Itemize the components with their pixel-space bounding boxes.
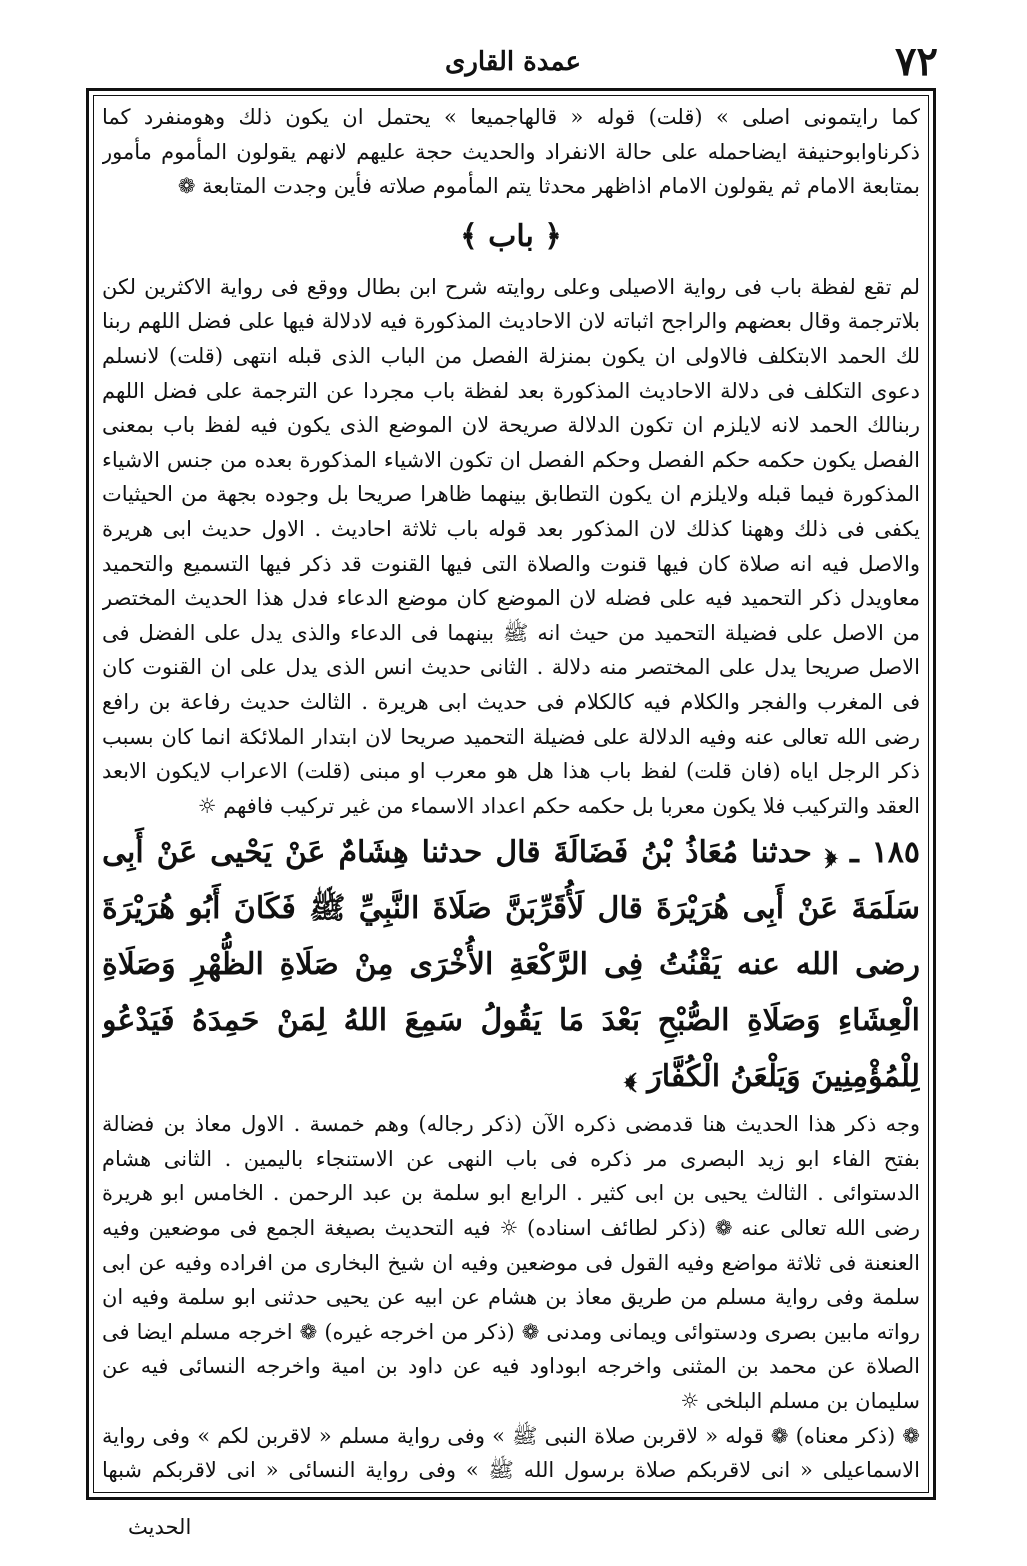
catchword: الحديث [128,1515,192,1539]
running-title: عمدة القارى [445,47,581,77]
commentary-paragraph-3: وجه ذكر هذا الحديث هنا قدمضى ذكره الآن (ذكر رجاله) وهم خمسة . الاول معاذ بن فضالة بفتح الفاء ابو زيد البصرى مر ذكره فى باب النهى عن الاستنجاء باليمين . الثانى هشام الدستوائى . الثالث يحيى بن ابى كثير . الرابع ابو سلمة بن عبد الرحمن . الخامس ابو هريرة رضى الله تعالى عنه ❁ (ذكر لطائف اسناده) ☼ فيه التحديث بصيغة الجمع فى موضعين وفيه العنعنة فى ثلاثة مواضع وفيه القول فى موضعين وفيه ان شيخ البخارى من افراده وفيه عن ابى سلمة وفى رواية مسلم من طريق معاذ بن هشام عن ابيه عن يحيى حدثنى ابو سلمة وفيه ان رواته مابين بصرى ودستوائى ويمانى ومدنى ❁ (ذكر من اخرجه غيره) ❁ اخرجه مسلم ايضا فى الصلاة عن محمد بن المثنى واخرجه ابوداود فيه عن داود بن امية واخرجه النسائى فيه عن سليمان بن مسلم البلخى ☼ [102,1112,920,1414]
commentary-paragraph-1: كما رايتمونى اصلى » (قلت) قوله « قالهاجميعا » يحتمل ان يكون ذلك وهومنفرد كما ذكرناوابوحنيفة ايضاحمله على حالة الانفراد والحديث حجة عليهم لانهم يقولون المأموم مأمور بمتابعة الامام ثم يقولون الامام اذاظهر محدثا يتم المأموم صلاته فأين وجدت المتابعة ❁ [102,105,920,199]
page-body [102,100,920,1490]
commentary-paragraph-4: ❁ (ذكر معناه) ❁ قوله « لاقربن صلاة النبى ﷺ » وفى رواية مسلم « لاقربن لكم » وفى رواية الاسماعيلى « انى لاقربكم صلاة برسول الله ﷺ » وفى رواية النسائى « انى لاقربكم شبها [102,1423,920,1483]
hadith-text: ١٨٥ ـ ﴿ حدثنا مُعَاذُ بْنُ فَضَالَةَ قال حدثنا هِشَامٌ عَنْ يَحْيى عَنْ أَبِى سَلَمَةَ عَنْ أَبِى هُرَيْرَةَ قال لَأُقَرِّبَنَّ صَلَاةَ النَّبِيِّ ﷺ فَكَانَ أَبُو هُرَيْرَةَ رضى الله عنه يَقْنُتُ فِى الرَّكْعَةِ الأُخْرَى مِنْ صَلَاةِ الظُّهْرِ وَصَلَاةِ الْعِشَاءِ وَصَلَاةِ الصُّبْحِ بَعْدَ مَا يَقُولُ سَمِعَ اللهُ لِمَنْ حَمِدَهُ فَيَدْعُو لِلْمُؤْمِنِينَ وَيَلْعَنُ الْكُفَّارَ ﴾ [102,835,920,1095]
page-header [88,40,938,86]
page-number: ٧٢ [895,38,938,85]
chapter-heading: ﴿ باب ﴾ [460,218,562,254]
commentary-paragraph-2: لم تقع لفظة باب فى رواية الاصيلى وعلى روايته شرح ابن بطال ووقع فى رواية الاكثرين لكن بلاترجمة وقال بعضهم والراجح اثباته لان الاحاديث المذكورة فيه لادلالة فيها على فضل اللهم ربنا لك الحمد الابتكلف فالاولى ان يكون بمنزلة الفصل من الباب الذى قبله انتهى (قلت) لانسلم دعوى التكلف فى دلالة الاحاديث المذكورة بعد لفظة باب مجردا عن الترجمة على فضل اللهم ربنالك الحمد لانه لايلزم ان تكون الدلالة صريحة لان الموضع الذى يكون فيه لفظ باب بمعنى الفصل يكون حكمه حكم الفصل وحكم الفصل ان تكون الاشياء المذكورة بعده من جنس الاشياء المذكورة فيما قبله ولايلزم ان يكون التطابق بينهما ظاهرا صريحا بل وجوده بجهة من الحيثيات يكفى فى ذلك وههنا كذلك لان المذكور بعد قوله باب ثلاثة احاديث . الاول حديث ابى هريرة والاصل فيه انه صلاة كان فيها قنوت والصلاة التى فيها القنوت قد ذكر فيها التسميع والتحميد معاويدل ذكر التحميد فيه على فضله لان الموضع كان موضع الدعاء فدل هذا الحديث المختصر من الاصل على فضيلة التحميد من حيث انه ﷺ بينهما فى الدعاء والذى يدل على الفضل فى الاصل صريحا يدل على المختصر منه دلالة . الثانى حديث انس الذى يدل على ان القنوت كان فى المغرب والفجر والكلام فيه كالكلام فى حديث ابى هريرة . الثالث حديث رفاعة بن رافع رضى الله تعالى عنه وفيه الدلالة على فضيلة التحميد صريحا لان ابتدار الملائكة انما كان بسبب ذكر الرجل اياه (فان قلت) لفظ باب هذا هل هو معرب او مبنى (قلت) الاعراب لايكون الابعد العقد والتركيب فلا يكون معربا بل حكمه حكم اعداد الاسماء من غير تركيب فافهم ☼ [102,274,920,818]
